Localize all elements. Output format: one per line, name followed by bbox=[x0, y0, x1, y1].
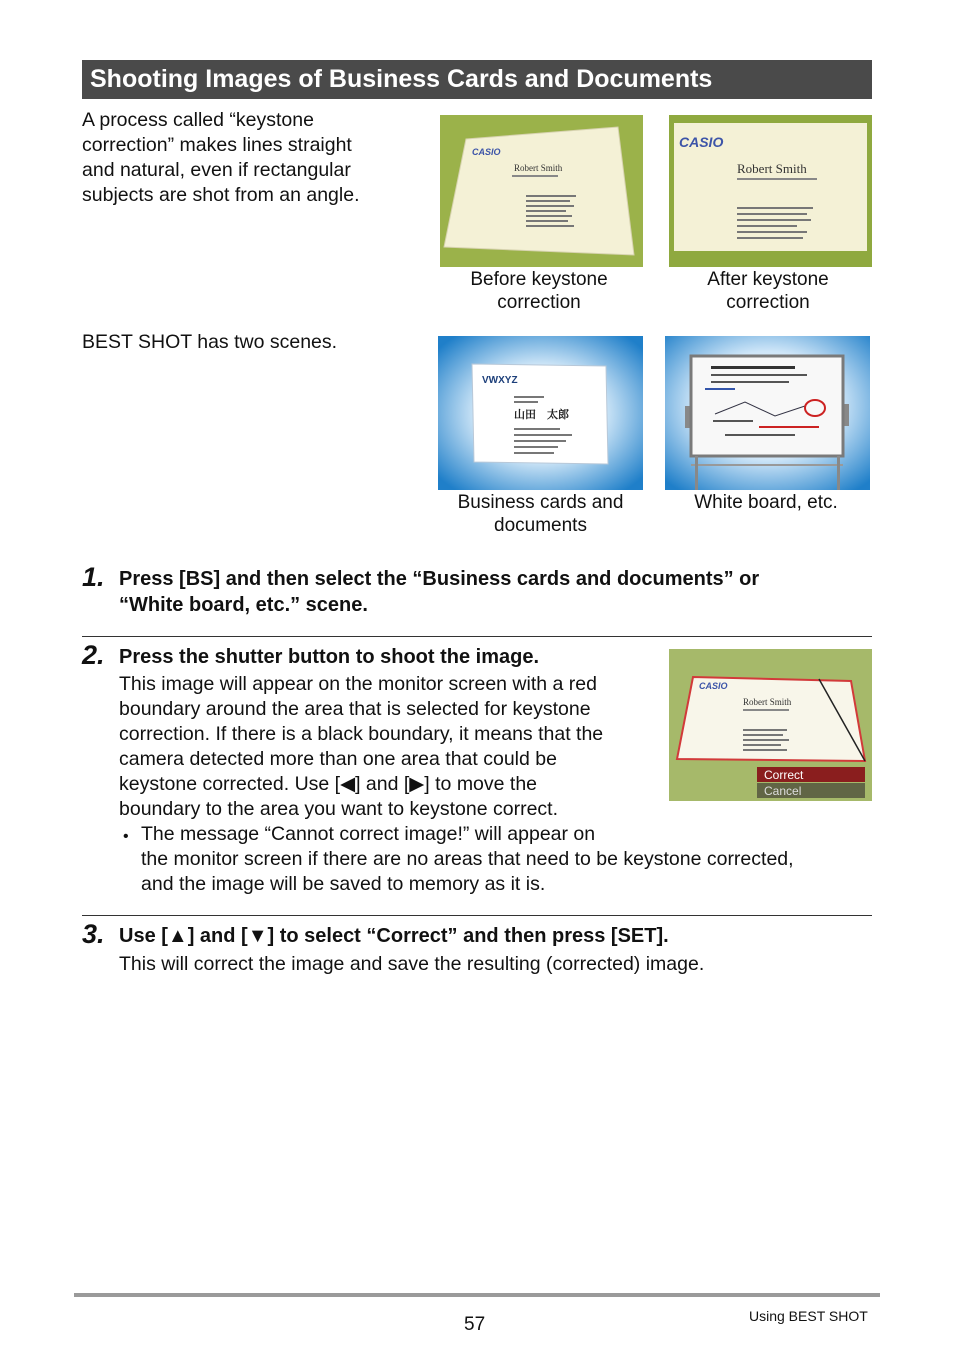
divider bbox=[82, 915, 872, 916]
step-heading-line: “White board, etc.” scene. bbox=[119, 594, 368, 616]
intro-paragraph bbox=[82, 108, 422, 208]
bullet-dot: • bbox=[123, 828, 129, 845]
monitor-preview-image bbox=[669, 649, 872, 801]
after-caption bbox=[669, 268, 867, 314]
before-caption bbox=[440, 268, 638, 314]
intro-line: correction” makes lines straight bbox=[82, 134, 352, 156]
intro-line: and natural, even if rectangular bbox=[82, 159, 351, 181]
divider bbox=[82, 636, 872, 637]
after-name: Robert Smith bbox=[737, 161, 807, 176]
correct-option: Correct bbox=[764, 768, 804, 782]
jp-brand: VWXYZ bbox=[482, 375, 518, 386]
bullet-line: and the image will be saved to memory as it is. bbox=[141, 873, 546, 895]
business-cards-scene-image bbox=[438, 336, 643, 490]
caption-line: correction bbox=[497, 292, 581, 313]
step-heading-line: Press [BS] and then select the “Business cards and documents” or bbox=[119, 568, 760, 590]
caption-line: correction bbox=[726, 292, 810, 313]
white-board-caption: White board, etc. bbox=[694, 492, 838, 513]
step-3-number: 3. bbox=[82, 919, 105, 949]
after-brand: CASIO bbox=[679, 134, 724, 150]
step-2-heading: Press the shutter button to shoot the image. bbox=[119, 646, 540, 668]
body-line: This image will appear on the monitor screen with a red bbox=[119, 673, 597, 695]
body-line: keystone corrected. Use [◀] and [▶] to move the bbox=[119, 773, 538, 795]
bullet-line: The message “Cannot correct image!” will appear on bbox=[141, 823, 596, 845]
scenes-text: BEST SHOT has two scenes. bbox=[82, 331, 338, 353]
monitor-name: Robert Smith bbox=[743, 697, 792, 707]
caption-line: Before keystone bbox=[470, 269, 608, 290]
section-title: Shooting Images of Business Cards and Documents bbox=[82, 60, 872, 99]
caption-line: Business cards and bbox=[457, 492, 624, 513]
step-1-heading bbox=[119, 566, 869, 618]
footer-rule bbox=[74, 1293, 880, 1297]
white-board-scene-image bbox=[665, 336, 870, 490]
monitor-brand: CASIO bbox=[699, 681, 728, 691]
caption-line: After keystone bbox=[707, 269, 829, 290]
bullet-line: the monitor screen if there are no areas that need to be keystone corrected, bbox=[141, 848, 794, 870]
body-line: correction. If there is a black boundary, it means that the bbox=[119, 723, 604, 745]
page-number: 57 bbox=[464, 1314, 486, 1335]
after-keystone-photo bbox=[669, 115, 872, 267]
step-1-number: 1. bbox=[82, 562, 105, 592]
body-line: boundary around the area that is selected for keystone bbox=[119, 698, 591, 720]
body-line: camera detected more than one area that could be bbox=[119, 748, 557, 770]
step-2-body bbox=[119, 672, 659, 822]
intro-line: A process called “keystone bbox=[82, 109, 314, 131]
before-brand: CASIO bbox=[472, 147, 501, 157]
step-3-body: This will correct the image and save the resulting (corrected) image. bbox=[119, 953, 705, 975]
footer-section-label: Using BEST SHOT bbox=[749, 1308, 868, 1324]
before-keystone-photo bbox=[440, 115, 643, 267]
before-name: Robert Smith bbox=[514, 163, 563, 173]
body-line: boundary to the area you want to keystone correct. bbox=[119, 798, 559, 820]
step-2-bullet bbox=[141, 822, 871, 897]
business-cards-caption bbox=[438, 491, 643, 537]
jp-name: 山田 太郎 bbox=[514, 408, 569, 421]
cancel-option: Cancel bbox=[764, 784, 802, 798]
step-2-number: 2. bbox=[82, 640, 105, 670]
caption-line: documents bbox=[494, 515, 587, 536]
step-3-heading: Use [▲] and [▼] to select “Correct” and then press [SET]. bbox=[119, 925, 669, 947]
intro-line: subjects are shot from an angle. bbox=[82, 184, 360, 206]
